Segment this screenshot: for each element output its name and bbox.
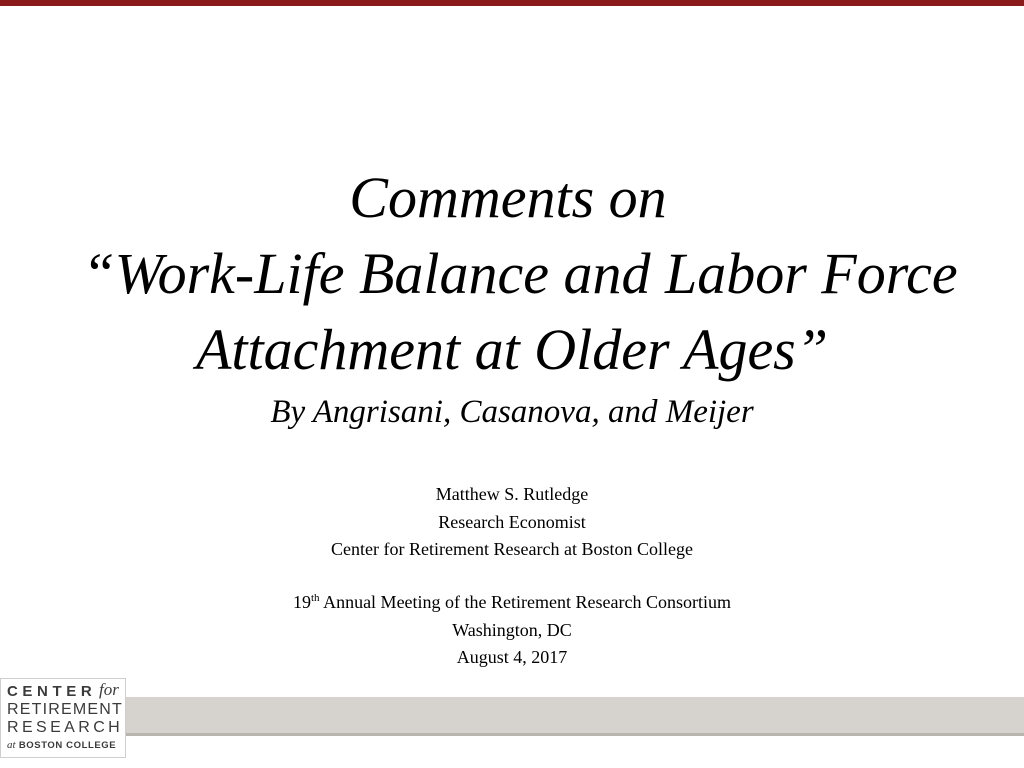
logo-research-text: RESEARCH — [7, 719, 124, 736]
logo-center-text: CENTER — [7, 683, 97, 700]
event-info — [0, 589, 1024, 672]
event-location: Washington, DC — [452, 619, 572, 640]
logo-at-text: at — [7, 739, 16, 751]
paper-authors: By Angrisani, Casanova, and Meijer — [270, 394, 754, 430]
footer-shadow — [126, 733, 1024, 736]
logo-retirement-text: RETIREMENT — [7, 701, 123, 718]
presenter-affiliation: Center for Retirement Research at Boston College — [331, 539, 693, 559]
meeting-ordinal-suffix: th — [311, 592, 320, 604]
crr-logo — [0, 678, 126, 758]
title-line-3: Attachment at Older Ages” — [195, 317, 829, 382]
logo-at-boston-college — [7, 739, 116, 751]
title-line-1: Comments on — [349, 165, 667, 230]
meeting-name: Annual Meeting of the Retirement Research Consortium — [319, 592, 731, 612]
logo-boston-college-text: BOSTON COLLEGE — [18, 740, 117, 751]
event-date: August 4, 2017 — [456, 647, 568, 667]
logo-for-text: for — [99, 680, 119, 699]
top-accent-bar — [0, 0, 1024, 6]
footer-band — [126, 697, 1024, 733]
presenter-info — [0, 481, 1024, 564]
presenter-role: Research Economist — [438, 511, 586, 532]
event-meeting — [0, 589, 1024, 617]
meeting-ordinal-number: 19 — [293, 592, 311, 612]
presenter-name: Matthew S. Rutledge — [435, 484, 589, 504]
title-block — [0, 160, 1024, 434]
title-line-2: “Work-Life Balance and Labor Force — [82, 241, 958, 306]
